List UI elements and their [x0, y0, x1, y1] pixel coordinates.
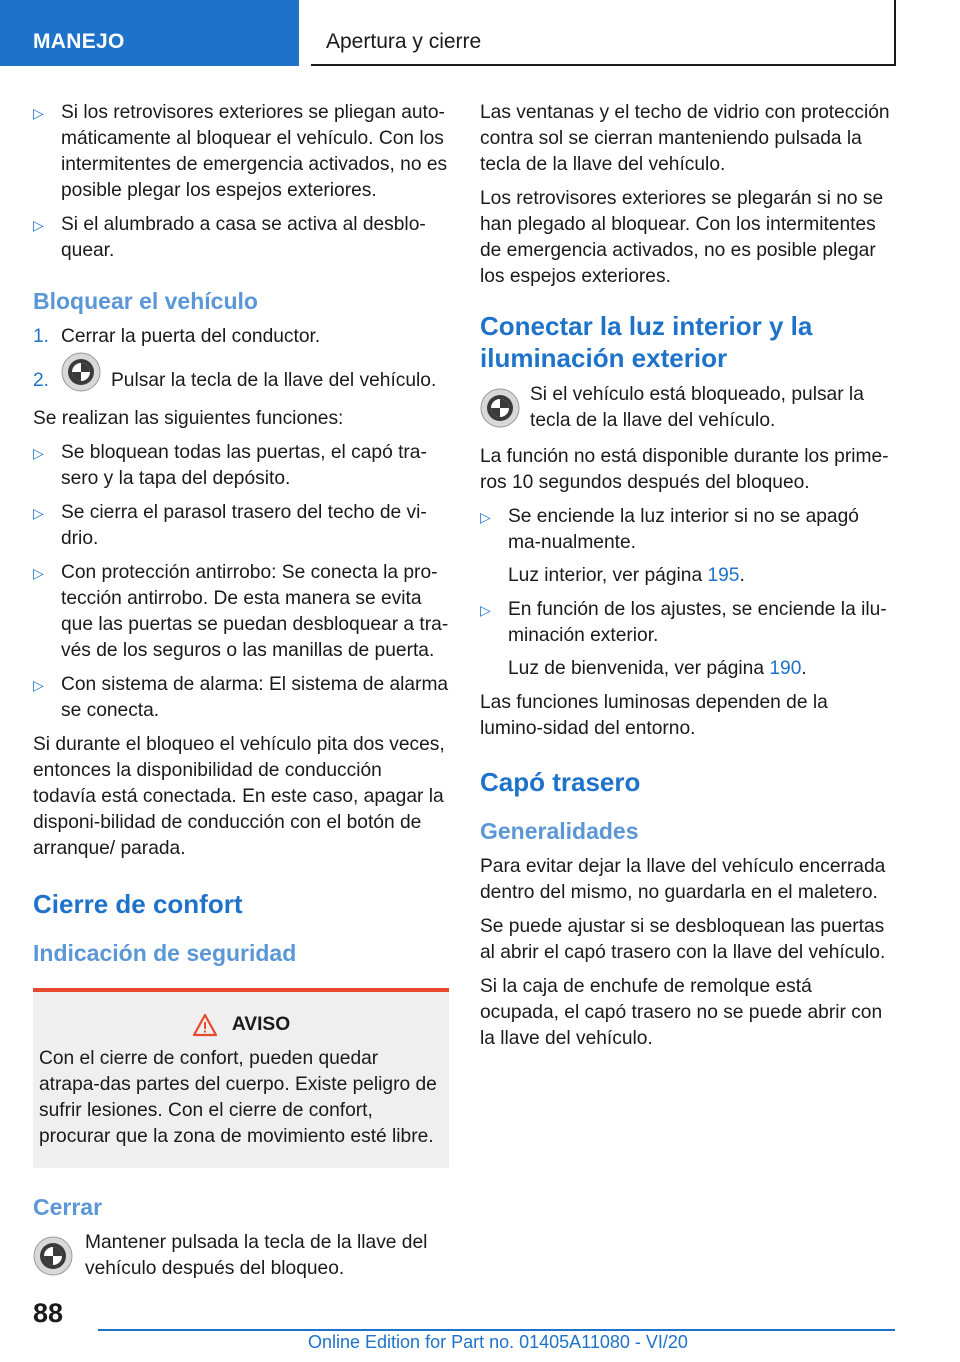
- list-item: ▷ Se cierra el parasol trasero del techo de vi‐drio.: [33, 502, 427, 549]
- windows-paragraph: Las ventanas y el techo de vidrio con protección contra sol se cierran manteniendo pulsada la tecla de la llave del vehículo.: [480, 102, 890, 175]
- right-column: [480, 100, 894, 1060]
- safety-heading: Indicación de seguridad: [33, 940, 297, 966]
- light-paragraph: Las funciones luminosas dependen de la lumino‐sidad del entorno.: [480, 692, 828, 739]
- page-link[interactable]: 195: [707, 565, 740, 586]
- bmw-key-icon: [33, 1236, 73, 1276]
- chapter-header: [311, 0, 896, 66]
- lock-heading: Bloquear el vehículo: [33, 288, 258, 314]
- mirrors-paragraph: Los retrovisores exteriores se plegarán si no se han plegado al bloquear. Con los intermitentes de emergencia activados, no es posible plegar los espejos exteriores.: [480, 188, 884, 287]
- page-link[interactable]: 190: [769, 658, 802, 679]
- footer-divider: [98, 1329, 895, 1331]
- triangle-right-icon: ▷: [480, 602, 491, 618]
- section-label: MANEJO: [33, 30, 125, 53]
- key-instruction: Si el vehículo está bloqueado, pulsar la tecla de la llave del vehículo.: [480, 382, 894, 434]
- triangle-right-icon: ▷: [33, 217, 44, 233]
- light-heading: Conectar la luz interior y la iluminación exterior: [480, 311, 813, 373]
- functions-intro: Se realizan las siguientes funciones:: [33, 408, 344, 429]
- honk-paragraph: Si durante el bloqueo el vehículo pita dos veces, entonces la disponibilidad de conducción todavía está conectada. En este caso, apagar la disponi‐bilidad de conducción con el botón de arranque/ parada.: [33, 734, 445, 859]
- section-tab: [0, 0, 299, 66]
- triangle-right-icon: ▷: [33, 505, 44, 521]
- triangle-right-icon: ▷: [33, 677, 44, 693]
- list-item: ▷ Con sistema de alarma: El sistema de alarma se conecta.: [33, 674, 449, 721]
- list-item: ▷ Si los retrovisores exteriores se pliegan auto‐máticamente al bloquear el vehículo. Con los intermitentes de emergencia activados, no es posible plegar los espejos exteriores.: [33, 102, 448, 201]
- list-item: ▷ En función de los ajustes, se enciende la ilu‐minación exterior. Luz de bienvenida, ver página 190.: [480, 597, 894, 682]
- list-item: ▷ Se bloquean todas las puertas, el capó tra‐sero y la tapa del depósito.: [33, 442, 427, 489]
- chapter-title: Apertura y cierre: [326, 30, 482, 53]
- trunk-heading: Capó trasero: [480, 767, 641, 797]
- warning-text: Con el cierre de confort, pueden quedar atrapa‐das partes del cuerpo. Existe peligro de sufrir lesiones. Con el cierre de confort, procurar que la zona de movimiento esté libre.: [39, 1048, 437, 1147]
- list-item: ▷ Se enciende la luz interior si no se apagó ma‐nualmente. Luz interior, ver página 195.: [480, 504, 894, 589]
- page-number: 88: [33, 1298, 64, 1328]
- close-heading: Cerrar: [33, 1194, 103, 1220]
- page-reference: Luz de bienvenida, ver página 190.: [508, 658, 807, 679]
- triangle-right-icon: ▷: [33, 565, 44, 581]
- warning-triangle-icon: [192, 1013, 218, 1037]
- trunk-paragraph: Se puede ajustar si se desbloquean las puertas al abrir el capó trasero con la llave del vehículo.: [480, 916, 886, 963]
- comfort-heading: Cierre de confort: [33, 889, 243, 919]
- left-column: [33, 100, 449, 1292]
- warning-header: [39, 1012, 443, 1038]
- bmw-key-icon: [480, 388, 520, 428]
- light-note: La función no está disponible durante los prime‐ros 10 segundos después del bloqueo.: [480, 446, 889, 493]
- general-heading: Generalidades: [480, 818, 639, 844]
- trunk-paragraph: Para evitar dejar la llave del vehículo encerrada dentro del mismo, no guardarla en el maletero.: [480, 856, 886, 903]
- key-instruction: Mantener pulsada la tecla de la llave del vehículo después del bloqueo.: [33, 1230, 449, 1282]
- step-item: 1. Cerrar la puerta del conductor.: [33, 326, 321, 347]
- step-item: 2. Pulsar la tecla de la llave del vehículo.: [33, 358, 449, 398]
- triangle-right-icon: ▷: [33, 105, 44, 121]
- triangle-right-icon: ▷: [33, 445, 44, 461]
- warning-box: [33, 988, 449, 1168]
- bmw-key-icon: [61, 352, 101, 392]
- list-item: ▷ Con protección antirrobo: Se conecta la pro‐tección antirrobo. De esta manera se evita que las puertas se puedan desbloquear a tra‐vés de los seguros o las manillas de puerta.: [33, 562, 449, 661]
- edition-text: Online Edition for Part no. 01405A11080 - VI/20: [308, 1332, 688, 1352]
- warning-label: AVISO: [231, 1014, 291, 1035]
- triangle-right-icon: ▷: [480, 509, 491, 525]
- trunk-paragraph: Si la caja de enchufe de remolque está ocupada, el capó trasero no se puede abrir con la llave del vehículo.: [480, 976, 883, 1049]
- list-item: ▷ Si el alumbrado a casa se activa al desblo‐quear.: [33, 214, 426, 261]
- page-reference: Luz interior, ver página 195.: [508, 565, 745, 586]
